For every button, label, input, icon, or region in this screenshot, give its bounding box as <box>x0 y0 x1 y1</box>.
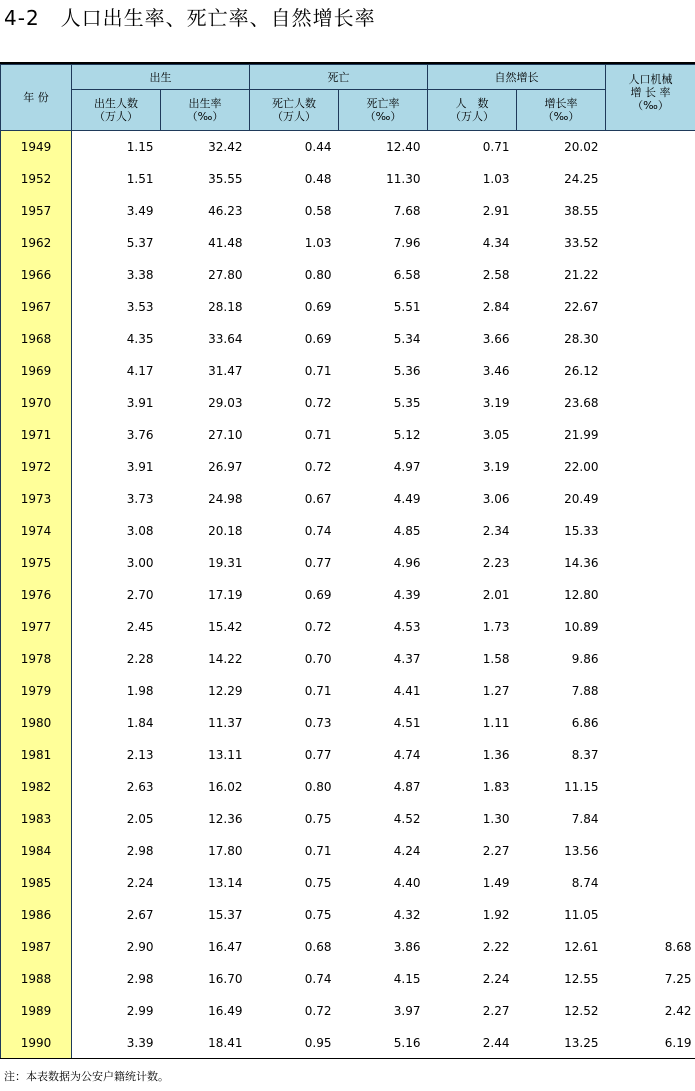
natural-rate-cell: 38.55 <box>564 204 599 218</box>
year-cell: 1973 <box>1 483 72 515</box>
mechanical-rate-cell <box>606 643 695 675</box>
birth-count-cell: 2.28 <box>126 652 154 666</box>
mechanical-rate-cell <box>606 195 695 227</box>
birth-rate-cell: 26.97 <box>208 460 243 474</box>
year-cell: 1988 <box>1 963 72 995</box>
death-count-cell: 0.75 <box>304 876 332 890</box>
header-natural-count-line2: （万人） <box>450 110 494 123</box>
mechanical-rate-cell <box>606 771 695 803</box>
birth-rate-cell: 18.41 <box>208 1036 243 1050</box>
natural-rate-cell: 6.86 <box>571 716 599 730</box>
mechanical-rate-cell <box>606 547 695 579</box>
footnote: 注：本表数据为公安户籍统计数。 <box>4 1070 169 1083</box>
death-count-cell: 0.67 <box>304 492 332 506</box>
table-row <box>1 387 695 419</box>
natural-count-cell: 1.58 <box>482 652 510 666</box>
birth-count-cell: 3.39 <box>126 1036 154 1050</box>
mechanical-rate-cell: 7.25 <box>664 972 692 986</box>
table-row <box>1 579 695 611</box>
natural-rate-cell: 21.22 <box>564 268 599 282</box>
death-rate-cell: 4.41 <box>393 684 421 698</box>
mechanical-rate-cell <box>606 835 695 867</box>
birth-rate-cell: 28.18 <box>208 300 243 314</box>
mechanical-rate-cell <box>606 739 695 771</box>
death-count-cell: 0.75 <box>304 908 332 922</box>
death-count-cell: 0.74 <box>304 524 332 538</box>
death-rate-cell: 5.12 <box>393 428 421 442</box>
natural-rate-cell: 20.02 <box>564 140 599 154</box>
mechanical-rate-cell: 6.19 <box>664 1036 692 1050</box>
natural-count-cell: 1.73 <box>482 620 510 634</box>
table-row <box>1 899 695 931</box>
mechanical-rate-cell <box>606 387 695 419</box>
birth-rate-cell: 17.80 <box>208 844 243 858</box>
header-death-count <box>250 90 339 131</box>
natural-count-cell: 1.92 <box>482 908 510 922</box>
table-row <box>1 867 695 899</box>
year-cell: 1980 <box>1 707 72 739</box>
natural-rate-cell: 22.67 <box>564 300 599 314</box>
death-rate-cell: 5.35 <box>393 396 421 410</box>
death-count-cell: 0.69 <box>304 588 332 602</box>
header-death: 死亡 <box>250 65 428 90</box>
birth-rate-cell: 27.80 <box>208 268 243 282</box>
header-death-count-line2: （万人） <box>272 110 316 123</box>
mechanical-rate-cell <box>606 483 695 515</box>
death-rate-cell: 7.96 <box>393 236 421 250</box>
birth-rate-cell: 20.18 <box>208 524 243 538</box>
natural-rate-cell: 21.99 <box>564 428 599 442</box>
birth-rate-cell: 29.03 <box>208 396 243 410</box>
year-cell: 1982 <box>1 771 72 803</box>
birth-count-cell: 3.00 <box>126 556 154 570</box>
header-birth-count <box>72 90 161 131</box>
natural-count-cell: 3.19 <box>482 460 510 474</box>
natural-count-cell: 2.24 <box>482 972 510 986</box>
natural-rate-cell: 12.61 <box>564 940 599 954</box>
death-count-cell: 1.03 <box>304 236 332 250</box>
table-row <box>1 355 695 387</box>
header-death-rate-line2: （‰） <box>364 110 402 123</box>
mechanical-rate-cell <box>606 355 695 387</box>
birth-count-cell: 2.99 <box>126 1004 154 1018</box>
death-rate-cell: 4.85 <box>393 524 421 538</box>
year-cell: 1990 <box>1 1027 72 1059</box>
bottom-rule <box>0 1058 695 1059</box>
table-row <box>1 547 695 579</box>
death-count-cell: 0.69 <box>304 300 332 314</box>
header-death-rate-line1: 死亡率 <box>366 97 400 110</box>
natural-count-cell: 2.01 <box>482 588 510 602</box>
birth-count-cell: 1.84 <box>126 716 154 730</box>
birth-count-cell: 2.98 <box>126 972 154 986</box>
death-count-cell: 0.44 <box>304 140 332 154</box>
natural-rate-cell: 11.05 <box>564 908 599 922</box>
header-birth-rate <box>161 90 250 131</box>
death-count-cell: 0.68 <box>304 940 332 954</box>
death-count-cell: 0.71 <box>304 428 332 442</box>
birth-count-cell: 2.63 <box>126 780 154 794</box>
year-cell: 1966 <box>1 259 72 291</box>
birth-rate-cell: 11.37 <box>208 716 243 730</box>
table-row <box>1 675 695 707</box>
year-cell: 1987 <box>1 931 72 963</box>
table-row <box>1 771 695 803</box>
birth-count-cell: 2.70 <box>126 588 154 602</box>
header-natural-rate-line2: （‰） <box>542 110 580 123</box>
natural-rate-cell: 12.55 <box>564 972 599 986</box>
death-rate-cell: 4.49 <box>393 492 421 506</box>
mechanical-rate-cell <box>606 259 695 291</box>
death-rate-cell: 4.24 <box>393 844 421 858</box>
header-natural-rate <box>517 90 606 131</box>
year-cell: 1952 <box>1 163 72 195</box>
mechanical-rate-cell: 8.68 <box>664 940 692 954</box>
natural-count-cell: 1.27 <box>482 684 510 698</box>
death-count-cell: 0.72 <box>304 1004 332 1018</box>
mechanical-rate-cell: 2.42 <box>664 1004 692 1018</box>
natural-count-cell: 2.58 <box>482 268 510 282</box>
natural-count-cell: 1.49 <box>482 876 510 890</box>
year-cell: 1967 <box>1 291 72 323</box>
death-rate-cell: 4.53 <box>393 620 421 634</box>
year-cell: 1962 <box>1 227 72 259</box>
natural-rate-cell: 14.36 <box>564 556 599 570</box>
birth-rate-cell: 12.29 <box>208 684 243 698</box>
mechanical-rate-cell <box>606 707 695 739</box>
birth-count-cell: 3.91 <box>126 396 154 410</box>
table-row <box>1 195 695 227</box>
natural-rate-cell: 24.25 <box>564 172 599 186</box>
birth-rate-cell: 46.23 <box>208 204 243 218</box>
birth-rate-cell: 24.98 <box>208 492 243 506</box>
year-cell: 1984 <box>1 835 72 867</box>
birth-count-cell: 2.90 <box>126 940 154 954</box>
mechanical-rate-cell <box>606 803 695 835</box>
death-count-cell: 0.95 <box>304 1036 332 1050</box>
year-cell: 1957 <box>1 195 72 227</box>
mechanical-rate-cell <box>606 867 695 899</box>
year-cell: 1972 <box>1 451 72 483</box>
birth-rate-cell: 27.10 <box>208 428 243 442</box>
death-rate-cell: 4.32 <box>393 908 421 922</box>
header-mechanical-line1: 人口机械 <box>628 73 673 86</box>
year-cell: 1986 <box>1 899 72 931</box>
death-count-cell: 0.71 <box>304 684 332 698</box>
table-body <box>1 131 695 1060</box>
header-death-count-line1: 死亡人数 <box>272 97 316 110</box>
natural-rate-cell: 15.33 <box>564 524 599 538</box>
table-row <box>1 515 695 547</box>
natural-rate-cell: 12.52 <box>564 1004 599 1018</box>
year-cell: 1974 <box>1 515 72 547</box>
natural-rate-cell: 20.49 <box>564 492 599 506</box>
birth-count-cell: 1.51 <box>126 172 154 186</box>
death-rate-cell: 4.40 <box>393 876 421 890</box>
birth-count-cell: 3.76 <box>126 428 154 442</box>
birth-rate-cell: 12.36 <box>208 812 243 826</box>
mechanical-rate-cell <box>606 131 695 164</box>
table-row <box>1 803 695 835</box>
year-cell: 1970 <box>1 387 72 419</box>
natural-rate-cell: 7.88 <box>571 684 599 698</box>
year-cell: 1985 <box>1 867 72 899</box>
birth-rate-cell: 19.31 <box>208 556 243 570</box>
header-year: 年 份 <box>1 65 72 131</box>
death-count-cell: 0.69 <box>304 332 332 346</box>
population-rate-table <box>0 64 695 1059</box>
year-cell: 1969 <box>1 355 72 387</box>
death-count-cell: 0.71 <box>304 844 332 858</box>
table-row <box>1 739 695 771</box>
birth-count-cell: 3.49 <box>126 204 154 218</box>
death-rate-cell: 12.40 <box>386 140 421 154</box>
natural-count-cell: 3.06 <box>482 492 510 506</box>
header-natural-rate-line1: 增长率 <box>544 97 578 110</box>
table-row <box>1 227 695 259</box>
death-count-cell: 0.58 <box>304 204 332 218</box>
death-count-cell: 0.75 <box>304 812 332 826</box>
table-row <box>1 163 695 195</box>
death-rate-cell: 6.58 <box>393 268 421 282</box>
death-count-cell: 0.80 <box>304 268 332 282</box>
natural-count-cell: 3.66 <box>482 332 510 346</box>
natural-rate-cell: 26.12 <box>564 364 599 378</box>
birth-count-cell: 1.15 <box>126 140 154 154</box>
birth-count-cell: 3.08 <box>126 524 154 538</box>
natural-count-cell: 2.27 <box>482 1004 510 1018</box>
table-row <box>1 1027 695 1059</box>
header-birth-rate-line2: （‰） <box>186 110 224 123</box>
death-count-cell: 0.72 <box>304 460 332 474</box>
year-cell: 1989 <box>1 995 72 1027</box>
header-birth: 出生 <box>72 65 250 90</box>
death-rate-cell: 5.16 <box>393 1036 421 1050</box>
natural-count-cell: 1.83 <box>482 780 510 794</box>
death-rate-cell: 4.74 <box>393 748 421 762</box>
year-cell: 1971 <box>1 419 72 451</box>
natural-rate-cell: 12.80 <box>564 588 599 602</box>
natural-rate-cell: 33.52 <box>564 236 599 250</box>
mechanical-rate-cell <box>606 579 695 611</box>
header-row-sub <box>1 90 695 131</box>
natural-rate-cell: 13.56 <box>564 844 599 858</box>
natural-count-cell: 1.30 <box>482 812 510 826</box>
header-mechanical-line3: （‰） <box>632 99 669 112</box>
birth-rate-cell: 33.64 <box>208 332 243 346</box>
birth-rate-cell: 35.55 <box>208 172 243 186</box>
header-row-group <box>1 65 695 90</box>
natural-rate-cell: 7.84 <box>571 812 599 826</box>
natural-count-cell: 1.36 <box>482 748 510 762</box>
year-cell: 1976 <box>1 579 72 611</box>
natural-count-cell: 1.03 <box>482 172 510 186</box>
birth-count-cell: 4.17 <box>126 364 154 378</box>
table-row <box>1 707 695 739</box>
table-row <box>1 963 695 995</box>
year-cell: 1979 <box>1 675 72 707</box>
table-row <box>1 643 695 675</box>
natural-count-cell: 2.23 <box>482 556 510 570</box>
header-natural-count-line1: 人 数 <box>455 97 489 110</box>
birth-count-cell: 2.67 <box>126 908 154 922</box>
birth-rate-cell: 41.48 <box>208 236 243 250</box>
mechanical-rate-cell <box>606 227 695 259</box>
header-natural-growth: 自然增长 <box>428 65 606 90</box>
death-rate-cell: 5.36 <box>393 364 421 378</box>
table-row <box>1 131 695 164</box>
death-count-cell: 0.70 <box>304 652 332 666</box>
mechanical-rate-cell <box>606 611 695 643</box>
natural-count-cell: 2.27 <box>482 844 510 858</box>
birth-rate-cell: 15.42 <box>208 620 243 634</box>
natural-count-cell: 2.34 <box>482 524 510 538</box>
birth-count-cell: 3.38 <box>126 268 154 282</box>
year-cell: 1975 <box>1 547 72 579</box>
birth-rate-cell: 31.47 <box>208 364 243 378</box>
header-birth-count-line1: 出生人数 <box>94 97 138 110</box>
birth-count-cell: 3.91 <box>126 460 154 474</box>
mechanical-rate-cell <box>606 899 695 931</box>
death-rate-cell: 4.51 <box>393 716 421 730</box>
natural-rate-cell: 28.30 <box>564 332 599 346</box>
natural-count-cell: 4.34 <box>482 236 510 250</box>
birth-rate-cell: 16.47 <box>208 940 243 954</box>
table-row <box>1 259 695 291</box>
table-row <box>1 835 695 867</box>
birth-count-cell: 5.37 <box>126 236 154 250</box>
death-rate-cell: 3.97 <box>393 1004 421 1018</box>
natural-count-cell: 2.91 <box>482 204 510 218</box>
year-cell: 1949 <box>1 131 72 164</box>
mechanical-rate-cell <box>606 291 695 323</box>
natural-count-cell: 2.22 <box>482 940 510 954</box>
mechanical-rate-cell <box>606 675 695 707</box>
natural-rate-cell: 22.00 <box>564 460 599 474</box>
birth-rate-cell: 17.19 <box>208 588 243 602</box>
table-row <box>1 995 695 1027</box>
birth-rate-cell: 32.42 <box>208 140 243 154</box>
death-rate-cell: 4.15 <box>393 972 421 986</box>
header-birth-count-line2: （万人） <box>94 110 138 123</box>
table-row <box>1 931 695 963</box>
natural-count-cell: 2.44 <box>482 1036 510 1050</box>
death-count-cell: 0.74 <box>304 972 332 986</box>
death-rate-cell: 3.86 <box>393 940 421 954</box>
table-row <box>1 451 695 483</box>
birth-count-cell: 4.35 <box>126 332 154 346</box>
table-row <box>1 323 695 355</box>
birth-count-cell: 2.13 <box>126 748 154 762</box>
death-count-cell: 0.77 <box>304 556 332 570</box>
table-row <box>1 419 695 451</box>
year-cell: 1981 <box>1 739 72 771</box>
table-row <box>1 611 695 643</box>
death-rate-cell: 7.68 <box>393 204 421 218</box>
natural-count-cell: 3.19 <box>482 396 510 410</box>
header-birth-rate-line1: 出生率 <box>188 97 222 110</box>
birth-count-cell: 2.45 <box>126 620 154 634</box>
death-rate-cell: 5.34 <box>393 332 421 346</box>
birth-count-cell: 1.98 <box>126 684 154 698</box>
natural-count-cell: 3.05 <box>482 428 510 442</box>
mechanical-rate-cell <box>606 323 695 355</box>
natural-rate-cell: 9.86 <box>571 652 599 666</box>
mechanical-rate-cell <box>606 515 695 547</box>
table-row <box>1 291 695 323</box>
mechanical-rate-cell <box>606 419 695 451</box>
birth-count-cell: 2.98 <box>126 844 154 858</box>
mechanical-rate-cell <box>606 163 695 195</box>
natural-rate-cell: 8.37 <box>571 748 599 762</box>
death-rate-cell: 4.87 <box>393 780 421 794</box>
header-death-rate <box>339 90 428 131</box>
death-count-cell: 0.77 <box>304 748 332 762</box>
death-rate-cell: 5.51 <box>393 300 421 314</box>
death-count-cell: 0.72 <box>304 620 332 634</box>
death-rate-cell: 4.37 <box>393 652 421 666</box>
year-cell: 1978 <box>1 643 72 675</box>
natural-rate-cell: 11.15 <box>564 780 599 794</box>
year-cell: 1977 <box>1 611 72 643</box>
year-cell: 1968 <box>1 323 72 355</box>
year-cell: 1983 <box>1 803 72 835</box>
death-count-cell: 0.80 <box>304 780 332 794</box>
birth-count-cell: 3.73 <box>126 492 154 506</box>
natural-count-cell: 3.46 <box>482 364 510 378</box>
death-rate-cell: 4.39 <box>393 588 421 602</box>
header-natural-count <box>428 90 517 131</box>
death-rate-cell: 4.97 <box>393 460 421 474</box>
birth-count-cell: 2.24 <box>126 876 154 890</box>
natural-rate-cell: 8.74 <box>571 876 599 890</box>
birth-rate-cell: 15.37 <box>208 908 243 922</box>
table-row <box>1 483 695 515</box>
birth-count-cell: 3.53 <box>126 300 154 314</box>
death-count-cell: 0.48 <box>304 172 332 186</box>
natural-rate-cell: 13.25 <box>564 1036 599 1050</box>
natural-count-cell: 1.11 <box>482 716 510 730</box>
birth-rate-cell: 14.22 <box>208 652 243 666</box>
death-count-cell: 0.72 <box>304 396 332 410</box>
header-mechanical-growth-rate <box>606 65 695 131</box>
death-count-cell: 0.73 <box>304 716 332 730</box>
birth-rate-cell: 13.11 <box>208 748 243 762</box>
natural-count-cell: 0.71 <box>482 140 510 154</box>
mechanical-rate-cell <box>606 451 695 483</box>
birth-rate-cell: 16.49 <box>208 1004 243 1018</box>
header-mechanical-line2: 增 长 率 <box>630 86 671 99</box>
birth-count-cell: 2.05 <box>126 812 154 826</box>
birth-rate-cell: 16.02 <box>208 780 243 794</box>
natural-count-cell: 2.84 <box>482 300 510 314</box>
death-count-cell: 0.71 <box>304 364 332 378</box>
death-rate-cell: 4.96 <box>393 556 421 570</box>
page-title: 4-2 人口出生率、死亡率、自然增长率 <box>4 6 376 30</box>
birth-rate-cell: 13.14 <box>208 876 243 890</box>
natural-rate-cell: 23.68 <box>564 396 599 410</box>
natural-rate-cell: 10.89 <box>564 620 599 634</box>
death-rate-cell: 11.30 <box>386 172 421 186</box>
birth-rate-cell: 16.70 <box>208 972 243 986</box>
death-rate-cell: 4.52 <box>393 812 421 826</box>
